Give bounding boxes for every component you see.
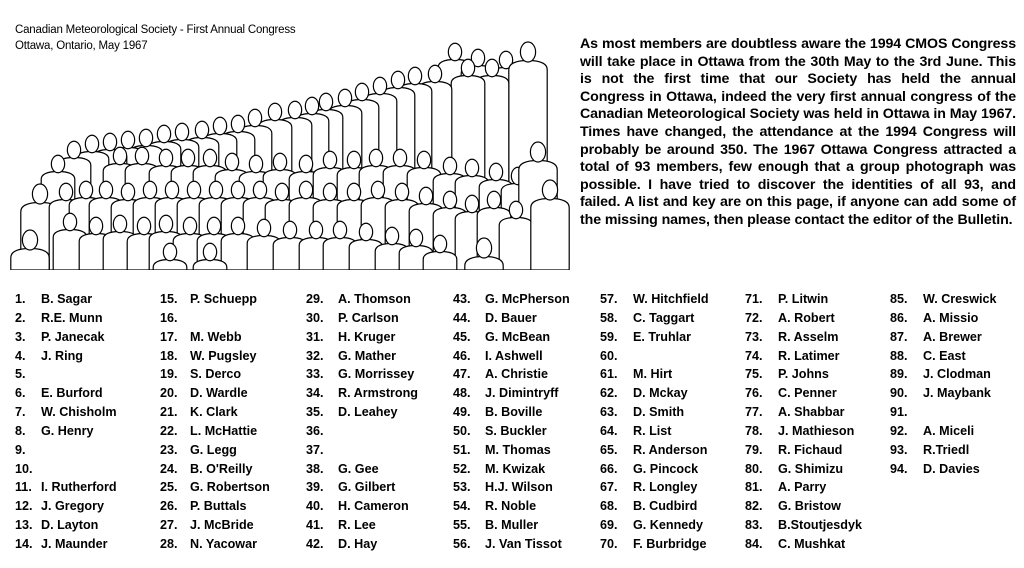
key-entry	[600, 497, 709, 516]
key-number: 20.	[160, 386, 178, 401]
key-name: B. Boville	[485, 405, 543, 420]
key-name: F. Burbridge	[633, 536, 707, 551]
key-number: 58.	[600, 310, 618, 325]
key-number: 23.	[160, 442, 178, 457]
key-column-2	[160, 290, 270, 554]
key-number: 4.	[15, 348, 26, 363]
key-entry	[600, 422, 709, 441]
key-name: P. Litwin	[778, 292, 829, 306]
key-column-7	[890, 290, 997, 478]
key-number: 26.	[160, 499, 178, 514]
key-number: 94.	[890, 461, 908, 476]
key-name: A. Thomson	[338, 292, 411, 306]
key-entry	[15, 384, 117, 403]
key-entry	[453, 516, 570, 535]
key-number: 6.	[15, 386, 26, 401]
key-number: 53.	[453, 480, 471, 495]
key-entry	[160, 422, 270, 441]
key-entry	[160, 403, 270, 422]
key-column-5	[600, 290, 709, 554]
key-number: 57.	[600, 292, 618, 306]
key-column-1	[15, 290, 117, 554]
caption-line-2: Ottawa, Ontario, May 1967	[15, 40, 148, 52]
key-name: M. Hirt	[633, 367, 673, 382]
key-entry	[160, 290, 270, 309]
key-entry	[15, 309, 117, 328]
key-column-4	[453, 290, 570, 554]
key-name: P. Johns	[778, 367, 829, 382]
caption-line-1: Canadian Meteorological Society - First Annual Congress	[15, 24, 296, 36]
key-number: 32.	[306, 348, 324, 363]
key-entry	[890, 403, 997, 422]
key-entry	[890, 328, 997, 347]
key-number: 92.	[890, 423, 908, 438]
key-number: 18.	[160, 348, 178, 363]
key-name: E. Truhlar	[633, 329, 692, 344]
key-entry	[306, 347, 418, 366]
key-name: R. Noble	[485, 499, 537, 514]
key-number: 51.	[453, 442, 471, 457]
key-entry	[600, 290, 709, 309]
key-number: 25.	[160, 480, 178, 495]
key-number: 61.	[600, 367, 618, 382]
key-number: 59.	[600, 329, 618, 344]
key-name: J. Clodman	[923, 367, 991, 382]
key-entry	[453, 478, 570, 497]
key-name: G. Morrissey	[338, 367, 415, 382]
key-entry	[453, 365, 570, 384]
key-entry	[453, 460, 570, 479]
key-name: H.J. Wilson	[485, 480, 553, 495]
key-entry	[160, 535, 270, 554]
key-entry	[306, 478, 418, 497]
key-name: J. Gregory	[41, 499, 104, 514]
key-number: 34.	[306, 386, 324, 401]
key-name: D. Leahey	[338, 405, 398, 420]
key-entry	[453, 309, 570, 328]
key-entry	[160, 441, 270, 460]
key-name: I. Rutherford	[41, 480, 117, 495]
key-name: R.Triedl	[923, 442, 970, 457]
key-name: R. Asselm	[778, 329, 839, 344]
key-entry	[600, 365, 709, 384]
key-entry	[15, 478, 117, 497]
key-number: 83.	[745, 518, 763, 533]
key-name: G. Legg	[190, 442, 237, 457]
key-entry	[15, 365, 117, 384]
key-entry	[890, 422, 997, 441]
key-entry	[15, 347, 117, 366]
key-entry	[15, 460, 117, 479]
key-entry	[306, 309, 418, 328]
key-number: 89.	[890, 367, 908, 382]
key-entry	[453, 535, 570, 554]
key-entry	[745, 384, 862, 403]
key-entry	[306, 328, 418, 347]
key-number: 71.	[745, 292, 763, 306]
key-name: A. Miceli	[923, 423, 975, 438]
key-number: 29.	[306, 292, 324, 306]
key-name: D. Mckay	[633, 386, 688, 401]
key-number: 80.	[745, 461, 763, 476]
key-entry	[453, 384, 570, 403]
key-number: 55.	[453, 518, 471, 533]
key-entry	[890, 290, 997, 309]
key-number: 85.	[890, 292, 908, 306]
key-entry	[745, 403, 862, 422]
key-entry	[160, 309, 270, 328]
key-entry	[453, 441, 570, 460]
key-number: 74.	[745, 348, 763, 363]
key-name: B.Stoutjesdyk	[778, 518, 862, 533]
key-number: 41.	[306, 518, 324, 533]
key-number: 31.	[306, 329, 324, 344]
key-number: 16.	[160, 310, 178, 325]
key-number: 24.	[160, 461, 178, 476]
key-number: 3.	[15, 329, 26, 344]
key-number: 73.	[745, 329, 763, 344]
key-number: 72.	[745, 310, 763, 325]
key-number: 1.	[15, 292, 26, 306]
key-column-3	[306, 290, 418, 554]
key-name: R. List	[633, 423, 672, 438]
key-name: B. Muller	[485, 518, 539, 533]
key-entry	[160, 347, 270, 366]
key-entry	[306, 384, 418, 403]
key-name: R.E. Munn	[41, 310, 103, 325]
key-entry	[745, 478, 862, 497]
key-entry	[890, 384, 997, 403]
key-name: W. Hitchfield	[633, 292, 709, 306]
key-entry	[306, 516, 418, 535]
key-entry	[453, 403, 570, 422]
key-entry	[600, 403, 709, 422]
key-entry	[160, 328, 270, 347]
key-entry	[15, 497, 117, 516]
key-name: D. Smith	[633, 405, 685, 420]
key-number: 63.	[600, 405, 618, 420]
key-number: 43.	[453, 292, 471, 306]
key-entry	[15, 403, 117, 422]
key-entry	[15, 328, 117, 347]
key-name: J. Maybank	[923, 386, 991, 401]
key-number: 93.	[890, 442, 908, 457]
key-number: 45.	[453, 329, 471, 344]
key-entry	[453, 497, 570, 516]
key-number: 28.	[160, 536, 178, 551]
key-name: M. Thomas	[485, 442, 551, 457]
key-number: 48.	[453, 386, 471, 401]
key-entry	[306, 365, 418, 384]
key-name: S. Derco	[190, 367, 242, 382]
key-name: D. Wardle	[190, 386, 248, 401]
key-entry	[160, 516, 270, 535]
key-entry	[745, 497, 862, 516]
key-name: G. Shimizu	[778, 461, 844, 476]
name-key-list	[0, 290, 1024, 560]
key-entry	[745, 460, 862, 479]
key-number: 12.	[15, 499, 33, 514]
key-number: 14.	[15, 536, 33, 551]
key-entry	[600, 309, 709, 328]
key-name: A. Brewer	[923, 329, 982, 344]
key-entry	[15, 290, 117, 309]
key-name: G. Robertson	[190, 480, 270, 495]
key-number: 10.	[15, 461, 33, 476]
key-entry	[600, 516, 709, 535]
key-entry	[15, 441, 117, 460]
key-number: 84.	[745, 536, 763, 551]
key-name: G. Henry	[41, 423, 94, 438]
key-number: 87.	[890, 329, 908, 344]
key-number: 82.	[745, 499, 763, 514]
key-number: 2.	[15, 310, 26, 325]
key-name: R. Armstrong	[338, 386, 418, 401]
key-name: P. Carlson	[338, 310, 399, 325]
key-name: C. Mushkat	[778, 536, 846, 551]
key-number: 76.	[745, 386, 763, 401]
key-entry	[600, 535, 709, 554]
key-name: P. Janecak	[41, 329, 105, 344]
key-number: 60.	[600, 348, 618, 363]
key-entry	[160, 460, 270, 479]
key-name: G. Gee	[338, 461, 379, 476]
key-number: 66.	[600, 461, 618, 476]
key-entry	[890, 460, 997, 479]
key-number: 44.	[453, 310, 471, 325]
key-number: 11.	[15, 480, 32, 495]
key-name: G. McPherson	[485, 292, 570, 306]
key-number: 37.	[306, 442, 324, 457]
key-number: 21.	[160, 405, 178, 420]
key-number: 69.	[600, 518, 618, 533]
key-number: 13.	[15, 518, 33, 533]
key-name: A. Parry	[778, 480, 827, 495]
key-number: 9.	[15, 442, 26, 457]
key-number: 36.	[306, 423, 324, 438]
key-number: 19.	[160, 367, 178, 382]
key-number: 50.	[453, 423, 471, 438]
key-entry	[600, 347, 709, 366]
key-entry	[453, 347, 570, 366]
key-name: D. Davies	[923, 461, 980, 476]
key-number: 7.	[15, 405, 26, 420]
key-entry	[890, 441, 997, 460]
key-entry	[160, 497, 270, 516]
key-name: D. Layton	[41, 518, 99, 533]
key-name: M. Kwizak	[485, 461, 546, 476]
key-name: E. Burford	[41, 386, 103, 401]
key-name: C. East	[923, 348, 966, 363]
key-number: 64.	[600, 423, 618, 438]
key-name: A. Christie	[485, 367, 548, 382]
key-number: 81.	[745, 480, 763, 495]
key-number: 27.	[160, 518, 178, 533]
key-name: D. Hay	[338, 536, 378, 551]
key-name: J. Maunder	[41, 536, 108, 551]
key-name: R. Fichaud	[778, 442, 843, 457]
key-name: G. McBean	[485, 329, 551, 344]
key-number: 46.	[453, 348, 471, 363]
key-name: G. Bristow	[778, 499, 841, 514]
key-name: G. Kennedy	[633, 518, 703, 533]
key-entry	[745, 441, 862, 460]
key-number: 49.	[453, 405, 471, 420]
key-name: H. Kruger	[338, 329, 396, 344]
key-number: 79.	[745, 442, 763, 457]
key-number: 33.	[306, 367, 324, 382]
key-name: S. Buckler	[485, 423, 547, 438]
key-name: G. Mather	[338, 348, 397, 363]
key-number: 35.	[306, 405, 324, 420]
key-number: 15.	[160, 292, 178, 306]
key-number: 86.	[890, 310, 908, 325]
key-entry	[745, 347, 862, 366]
key-name: P. Buttals	[190, 499, 247, 514]
key-name: R. Latimer	[778, 348, 840, 363]
key-name: G. Pincock	[633, 461, 699, 476]
key-number: 62.	[600, 386, 618, 401]
key-name: D. Bauer	[485, 310, 537, 325]
key-entry	[890, 365, 997, 384]
key-number: 91.	[890, 405, 908, 420]
key-entry	[306, 460, 418, 479]
key-number: 88.	[890, 348, 908, 363]
key-number: 65.	[600, 442, 618, 457]
key-number: 70.	[600, 536, 618, 551]
key-name: M. Webb	[190, 329, 242, 344]
key-number: 54.	[453, 499, 471, 514]
key-entry	[306, 441, 418, 460]
key-entry	[745, 422, 862, 441]
key-number: 38.	[306, 461, 324, 476]
key-number: 47.	[453, 367, 471, 382]
key-name: C. Taggart	[633, 310, 695, 325]
key-name: I. Ashwell	[485, 348, 543, 363]
key-name: N. Yacowar	[190, 536, 257, 551]
key-name: A. Shabbar	[778, 405, 845, 420]
key-number: 5.	[15, 367, 26, 382]
key-number: 22.	[160, 423, 178, 438]
key-name: C. Penner	[778, 386, 837, 401]
key-number: 52.	[453, 461, 471, 476]
key-name: A. Robert	[778, 310, 835, 325]
key-number: 17.	[160, 329, 178, 344]
article-text: As most members are doubtless aware the 1994 CMOS Congress will take place in Ottawa from the 30th May to the 3rd June. This is not the first time that our Society has held the annual Congress in Ottawa, indeed the very first annual congress of the Canadian Meteorological Society was held in Ottawa in May 1967. Times have changed, the attendance at the 1994 Congress will probably be around 350. The 1967 Ottawa Congress attracted a total of 93 members, few enough that a group photograph was possible. I have tried to discover the identities of all 93, and failed. A list and key are on this page, if anyone can add some of the missing names, then please contact the editor of the Bulletin.	[580, 36, 1016, 228]
key-name: J. Dimintryff	[485, 386, 559, 401]
key-number: 30.	[306, 310, 324, 325]
key-number: 8.	[15, 423, 26, 438]
key-name: K. Clark	[190, 405, 238, 420]
key-entry	[745, 365, 862, 384]
key-number: 90.	[890, 386, 908, 401]
key-name: J. Van Tissot	[485, 536, 562, 551]
key-entry	[453, 290, 570, 309]
key-name: G. Gilbert	[338, 480, 396, 495]
key-name: H. Cameron	[338, 499, 409, 514]
key-entry	[745, 328, 862, 347]
key-name: J. McBride	[190, 518, 254, 533]
key-name: P. Schuepp	[190, 292, 257, 306]
key-entry	[600, 384, 709, 403]
key-name: R. Anderson	[633, 442, 708, 457]
key-entry	[453, 422, 570, 441]
key-name: B. Cudbird	[633, 499, 698, 514]
key-name: R. Longley	[633, 480, 698, 495]
key-number: 78.	[745, 423, 763, 438]
key-number: 68.	[600, 499, 618, 514]
key-entry	[306, 422, 418, 441]
group-silhouette-key-figure	[10, 40, 570, 270]
key-name: R. Lee	[338, 518, 376, 533]
key-entry	[15, 422, 117, 441]
key-entry	[600, 478, 709, 497]
key-name: J. Mathieson	[778, 423, 855, 438]
key-entry	[306, 290, 418, 309]
key-number: 75.	[745, 367, 763, 382]
key-entry	[306, 403, 418, 422]
key-entry	[745, 516, 862, 535]
key-number: 67.	[600, 480, 618, 495]
key-name: W. Pugsley	[190, 348, 257, 363]
key-entry	[745, 309, 862, 328]
key-entry	[890, 309, 997, 328]
key-entry	[600, 441, 709, 460]
key-entry	[600, 328, 709, 347]
key-entry	[745, 535, 862, 554]
key-entry	[160, 478, 270, 497]
key-name: W. Chisholm	[41, 405, 117, 420]
key-number: 42.	[306, 536, 324, 551]
key-number: 56.	[453, 536, 471, 551]
key-entry	[306, 535, 418, 554]
key-entry	[160, 384, 270, 403]
key-name: J. Ring	[41, 348, 83, 363]
key-column-6	[745, 290, 862, 554]
key-entry	[453, 328, 570, 347]
key-entry	[15, 535, 117, 554]
key-number: 77.	[745, 405, 763, 420]
key-entry	[890, 347, 997, 366]
key-number: 40.	[306, 499, 324, 514]
key-name: A. Missio	[923, 310, 979, 325]
key-number: 39.	[306, 480, 324, 495]
key-entry	[160, 365, 270, 384]
key-entry	[600, 460, 709, 479]
key-name: B. Sagar	[41, 292, 93, 306]
key-entry	[306, 497, 418, 516]
key-entry	[745, 290, 862, 309]
key-name: B. O'Reilly	[190, 461, 253, 476]
key-entry	[15, 516, 117, 535]
key-name: W. Creswick	[923, 292, 997, 306]
key-name: L. McHattie	[190, 423, 258, 438]
